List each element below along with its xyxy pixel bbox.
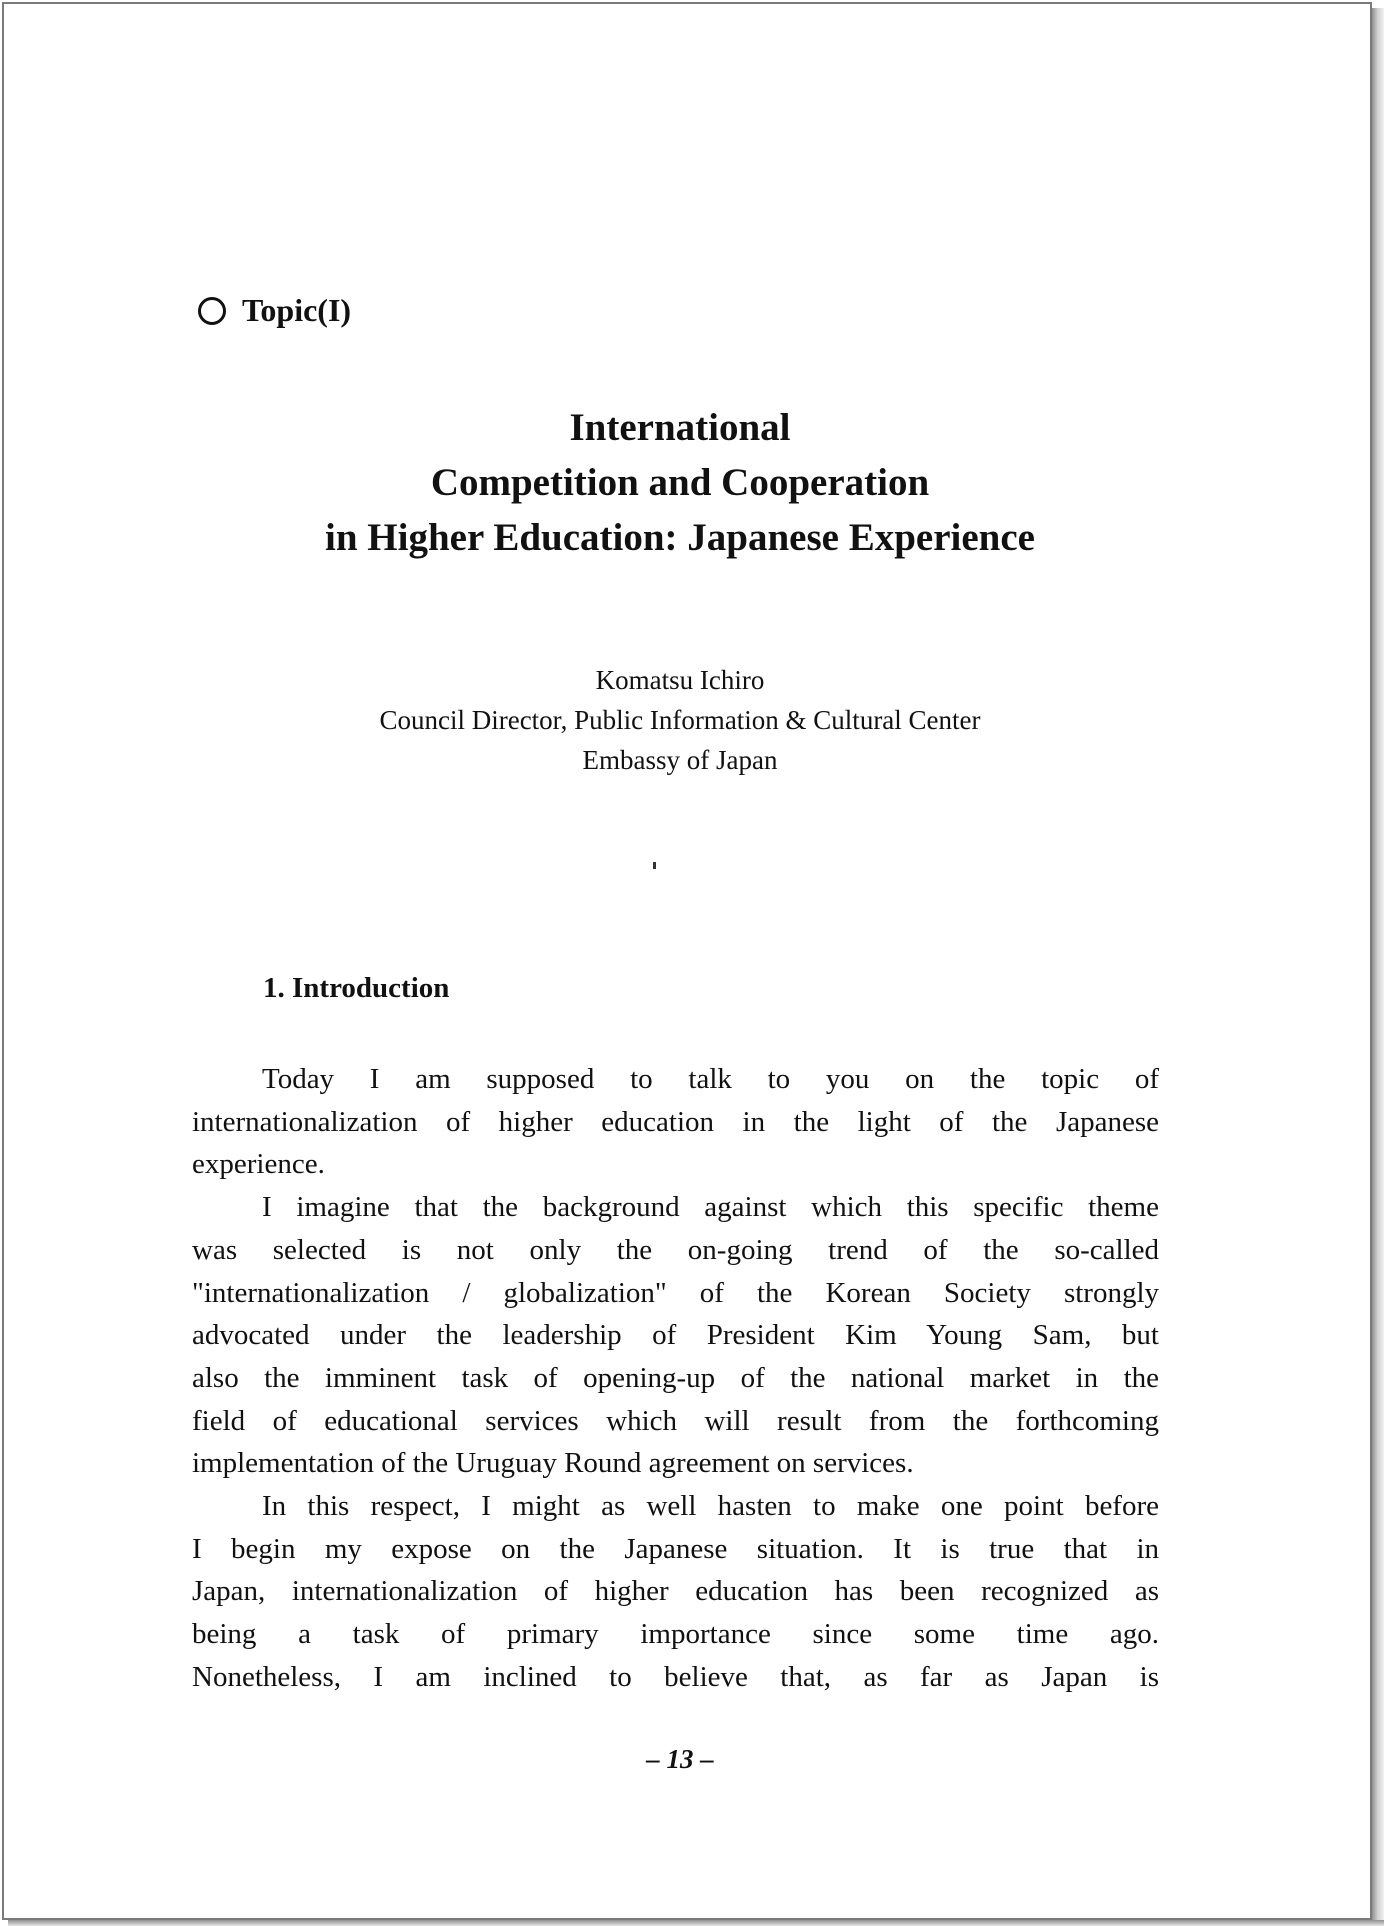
paragraph-2 xyxy=(192,1186,1159,1485)
text-line: I imagine that the background against which this specific theme xyxy=(262,1191,1159,1224)
text-line: was selected is not only the on-going trend of the so-called xyxy=(192,1233,1159,1266)
title-line: International xyxy=(569,406,791,449)
title-line: Competition and Cooperation xyxy=(430,461,930,504)
text-line: Nonetheless, I am inclined to believe that, as far as Japan is xyxy=(192,1660,1159,1693)
text-line: I begin my expose on the Japanese situation. It is true that in xyxy=(192,1532,1159,1565)
page-number: – 13 – xyxy=(646,1744,714,1774)
text-line: "internationalization / globalization" of the Korean Society strongly xyxy=(192,1276,1159,1309)
page-shadow-right xyxy=(1372,8,1384,1924)
text-line: also the imminent task of opening-up of the national market in the xyxy=(192,1361,1159,1394)
topic-label: Topic(I) xyxy=(242,292,352,328)
body-text xyxy=(192,1058,1159,1699)
author-organization: Embassy of Japan xyxy=(582,745,778,775)
text-line: Japan, internationalization of higher education has been recognized as xyxy=(192,1575,1159,1608)
circle-icon xyxy=(198,297,226,325)
stray-mark xyxy=(653,862,656,869)
document-title xyxy=(0,400,1360,565)
author-name: Komatsu Ichiro xyxy=(595,665,765,695)
text-line: experience. xyxy=(192,1148,325,1181)
text-line: In this respect, I might as well hasten to make one point before xyxy=(262,1490,1159,1523)
paragraph-3 xyxy=(192,1485,1159,1699)
author-position: Council Director, Public Information & Cultural Center xyxy=(379,705,981,735)
text-line: internationalization of higher education in the light of the Japanese xyxy=(192,1105,1159,1138)
text-line: field of educational services which will result from the forthcoming xyxy=(192,1404,1159,1437)
paragraph-1 xyxy=(192,1058,1159,1186)
title-line: in Higher Education: Japanese Experience xyxy=(325,516,1035,559)
author-block xyxy=(0,660,1360,780)
page-shadow-bottom xyxy=(8,1920,1384,1926)
text-line: implementation of the Uruguay Round agreement on services. xyxy=(192,1447,914,1480)
text-line: Today I am supposed to talk to you on the topic of xyxy=(262,1063,1159,1095)
text-line: being a task of primary importance since some time ago. xyxy=(192,1618,1159,1651)
section-heading: 1. Introduction xyxy=(263,972,450,1004)
topic-header xyxy=(198,292,351,329)
text-line: advocated under the leadership of President Kim Young Sam, but xyxy=(192,1319,1159,1352)
